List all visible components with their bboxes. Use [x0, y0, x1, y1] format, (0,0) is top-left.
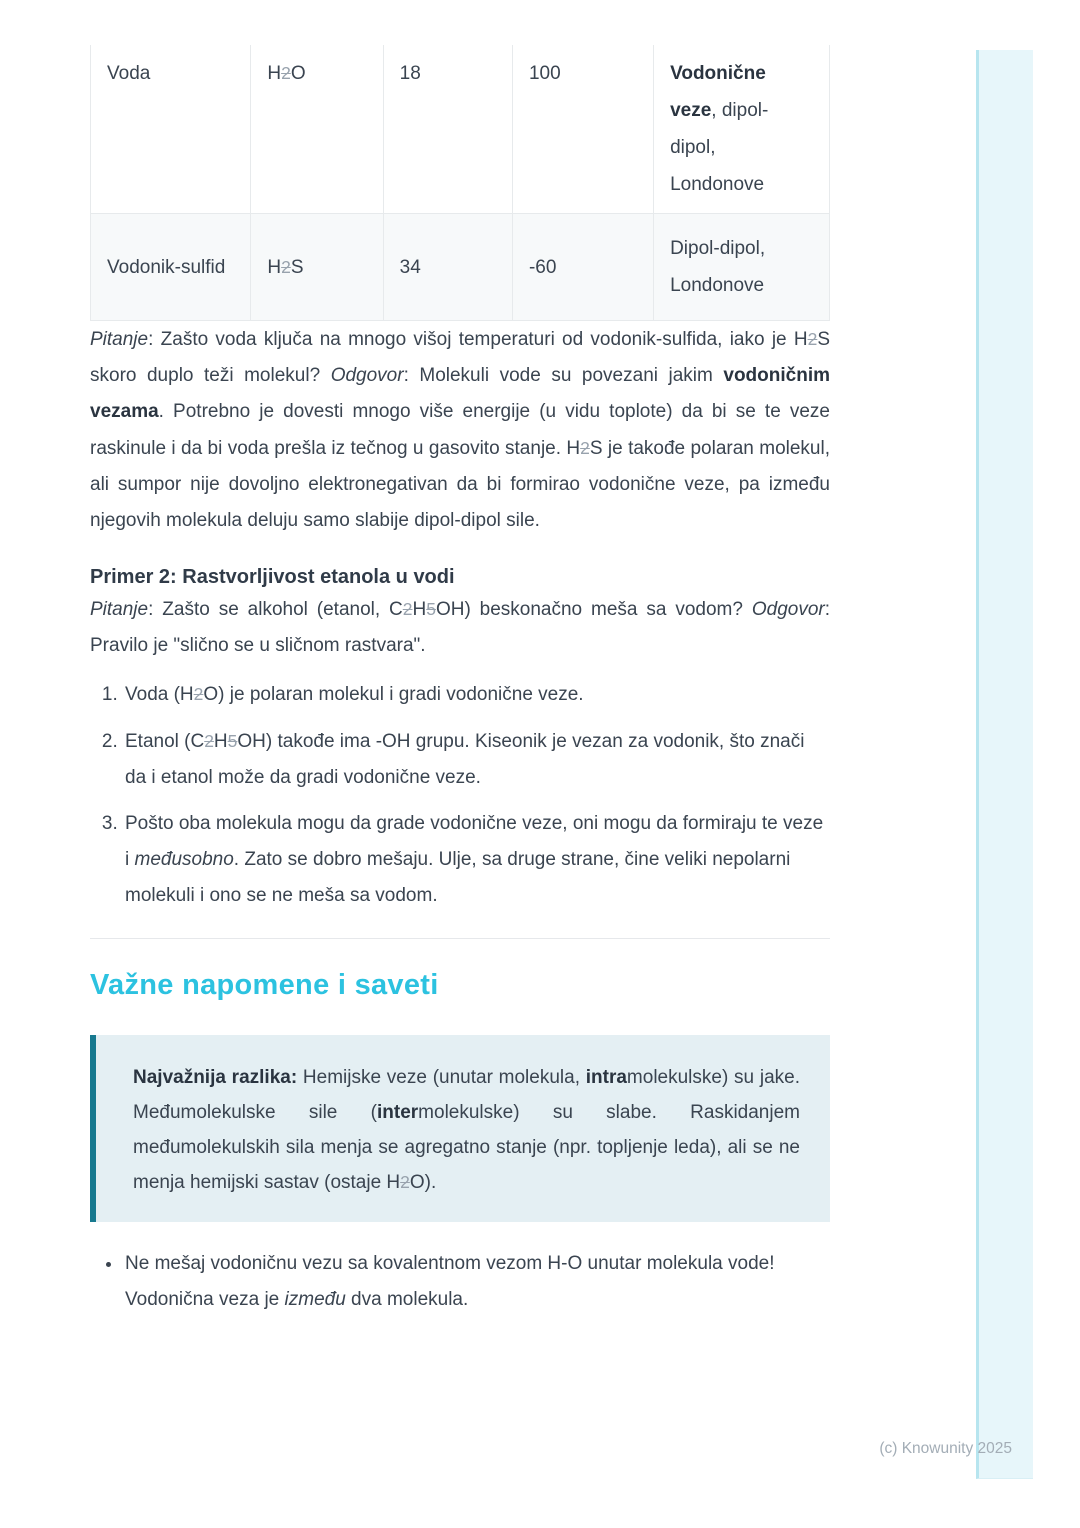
table-cell: [383, 214, 512, 321]
text-segment: : Molekuli vode su povezani jakim: [403, 365, 724, 386]
text-segment: 34: [399, 256, 421, 278]
text-segment: . Potrebno je dovesti mnogo više energije (u vidu toplote) da bi se te veze raskinule i da bi voda prešla iz tečnog u gasovito stanje. H: [90, 401, 830, 459]
text-segment: S: [290, 256, 304, 278]
bullet-list-item: [123, 1246, 830, 1318]
numbered-list: [90, 676, 830, 914]
text-segment: H: [213, 731, 228, 752]
heading-example2: Primer 2: Rastvorljivost etanola u vodi: [90, 566, 455, 588]
table-cell: [91, 214, 251, 321]
page-edge-strip: [976, 50, 1033, 1479]
numbered-list-item: [123, 806, 830, 914]
text-segment: H: [267, 63, 282, 84]
text-segment: Najvažnija razlika:: [133, 1067, 298, 1088]
text-segment: 100: [528, 63, 561, 84]
subscript-number: 2: [204, 731, 214, 751]
subscript-number: 2: [580, 438, 590, 458]
document-content: [90, 0, 830, 1318]
table-row: [91, 45, 830, 214]
subscript-number: 5: [426, 599, 436, 619]
text-segment: 18: [399, 63, 421, 84]
text-segment: . Zato se dobro mešaju. Ulje, sa druge strane, čine veliki nepolarni molekuli i ono se ne meša sa vodom.: [125, 849, 791, 906]
text-segment: Odgovor: [751, 599, 825, 620]
text-segment: Pitanje: [90, 329, 149, 350]
text-segment: : Zašto se alkohol (etanol, C: [148, 599, 403, 620]
text-segment: OH) takođe ima -OH grupu. Kiseonik je vezan za vodonik, što znači da i etanol može da gradi vodonične veze.: [125, 731, 805, 788]
section-heading: Važne napomene i saveti: [90, 969, 439, 1001]
table-cell: [251, 45, 383, 214]
text-segment: Pitanje: [90, 599, 149, 620]
table-cell: [512, 45, 653, 214]
text-segment: S je takođe polaran molekul, ali sumpor nije dovoljno elektronegativan da bi formirao vodonične veze, pa između njegovih molekula deluju samo slabije dipol-dipol sile.: [90, 438, 831, 531]
subscript-number: 2: [807, 329, 818, 349]
text-segment: Voda (H: [125, 684, 194, 705]
text-segment: Etanol (C: [125, 731, 205, 752]
text-segment: Vodonik-sulfid: [107, 256, 226, 278]
text-segment: Dipol-dipol, Londonove: [670, 238, 766, 296]
text-segment: S skoro duplo teži molekul?: [90, 329, 830, 386]
table-cell: [383, 45, 512, 214]
subscript-number: 2: [400, 1172, 410, 1192]
table-cell: [251, 214, 383, 321]
subscript-number: 2: [281, 63, 291, 83]
subscript-number: 2: [402, 599, 413, 619]
text-segment: , dipol-dipol, Londonove: [670, 100, 769, 195]
text-segment: -60: [528, 256, 557, 278]
subscript-number: 5: [227, 731, 238, 751]
copyright-footer: (c) Knowunity 2025: [879, 1440, 1012, 1457]
text-segment: : Zašto voda ključa na mnogo višoj temperaturi od vodonik-sulfida, iako je H: [148, 329, 808, 350]
text-segment: O) je polaran molekul i gradi vodonične veze.: [203, 684, 584, 705]
table-cell: [91, 45, 251, 214]
table-row: [91, 214, 830, 321]
text-segment: Vodonične veze: [670, 63, 766, 121]
comparison-table-body: [91, 45, 830, 321]
numbered-list-item: [123, 676, 830, 713]
paragraph-example2: [90, 591, 830, 664]
text-segment: međusobno: [134, 849, 234, 870]
table-cell: [512, 214, 653, 321]
section-divider: [90, 938, 830, 939]
numbered-list-item: [123, 723, 830, 796]
callout-text: [133, 1060, 800, 1200]
text-segment: između: [284, 1289, 346, 1310]
bullet-list: [90, 1246, 830, 1318]
text-segment: Voda: [107, 63, 151, 84]
text-segment: dva molekula.: [345, 1289, 469, 1310]
text-segment: H: [412, 599, 427, 620]
text-segment: O).: [409, 1172, 437, 1193]
text-segment: Odgovor: [330, 365, 404, 386]
text-segment: molekulske) su jake. Međumolekulske sile (: [133, 1067, 800, 1123]
text-segment: molekulske) su slabe. Raskidanjem međumolekulskih sila menja se agregatno stanje (npr. topljenje leda), ali se ne menja hemijski sastav (ostaje H: [133, 1102, 800, 1193]
text-segment: vodoničnim vezama: [90, 365, 830, 422]
subscript-number: 2: [193, 684, 204, 704]
text-segment: inter: [376, 1102, 419, 1123]
text-segment: Pošto oba molekula mogu da grade vodonične veze, oni mogu da formiraju te veze i: [125, 813, 824, 870]
text-segment: Hemijske veze (unutar molekula,: [297, 1067, 586, 1088]
callout-note: [90, 1035, 830, 1222]
paragraph-example1: [90, 321, 830, 539]
text-segment: OH) beskonačno meša sa vodom?: [435, 599, 752, 620]
table-cell: [654, 214, 830, 321]
subscript-number: 2: [281, 256, 291, 277]
text-segment: H: [267, 256, 282, 278]
comparison-table: [90, 45, 830, 321]
text-segment: : Pravilo je "slično se u sličnom rastvara".: [90, 599, 830, 656]
text-segment: O: [290, 63, 306, 84]
table-cell: [654, 45, 830, 214]
text-segment: Ne mešaj vodoničnu vezu sa kovalentnom vezom H-O unutar molekula vode! Vodonična veza je: [125, 1253, 775, 1310]
text-segment: intra: [585, 1067, 627, 1088]
